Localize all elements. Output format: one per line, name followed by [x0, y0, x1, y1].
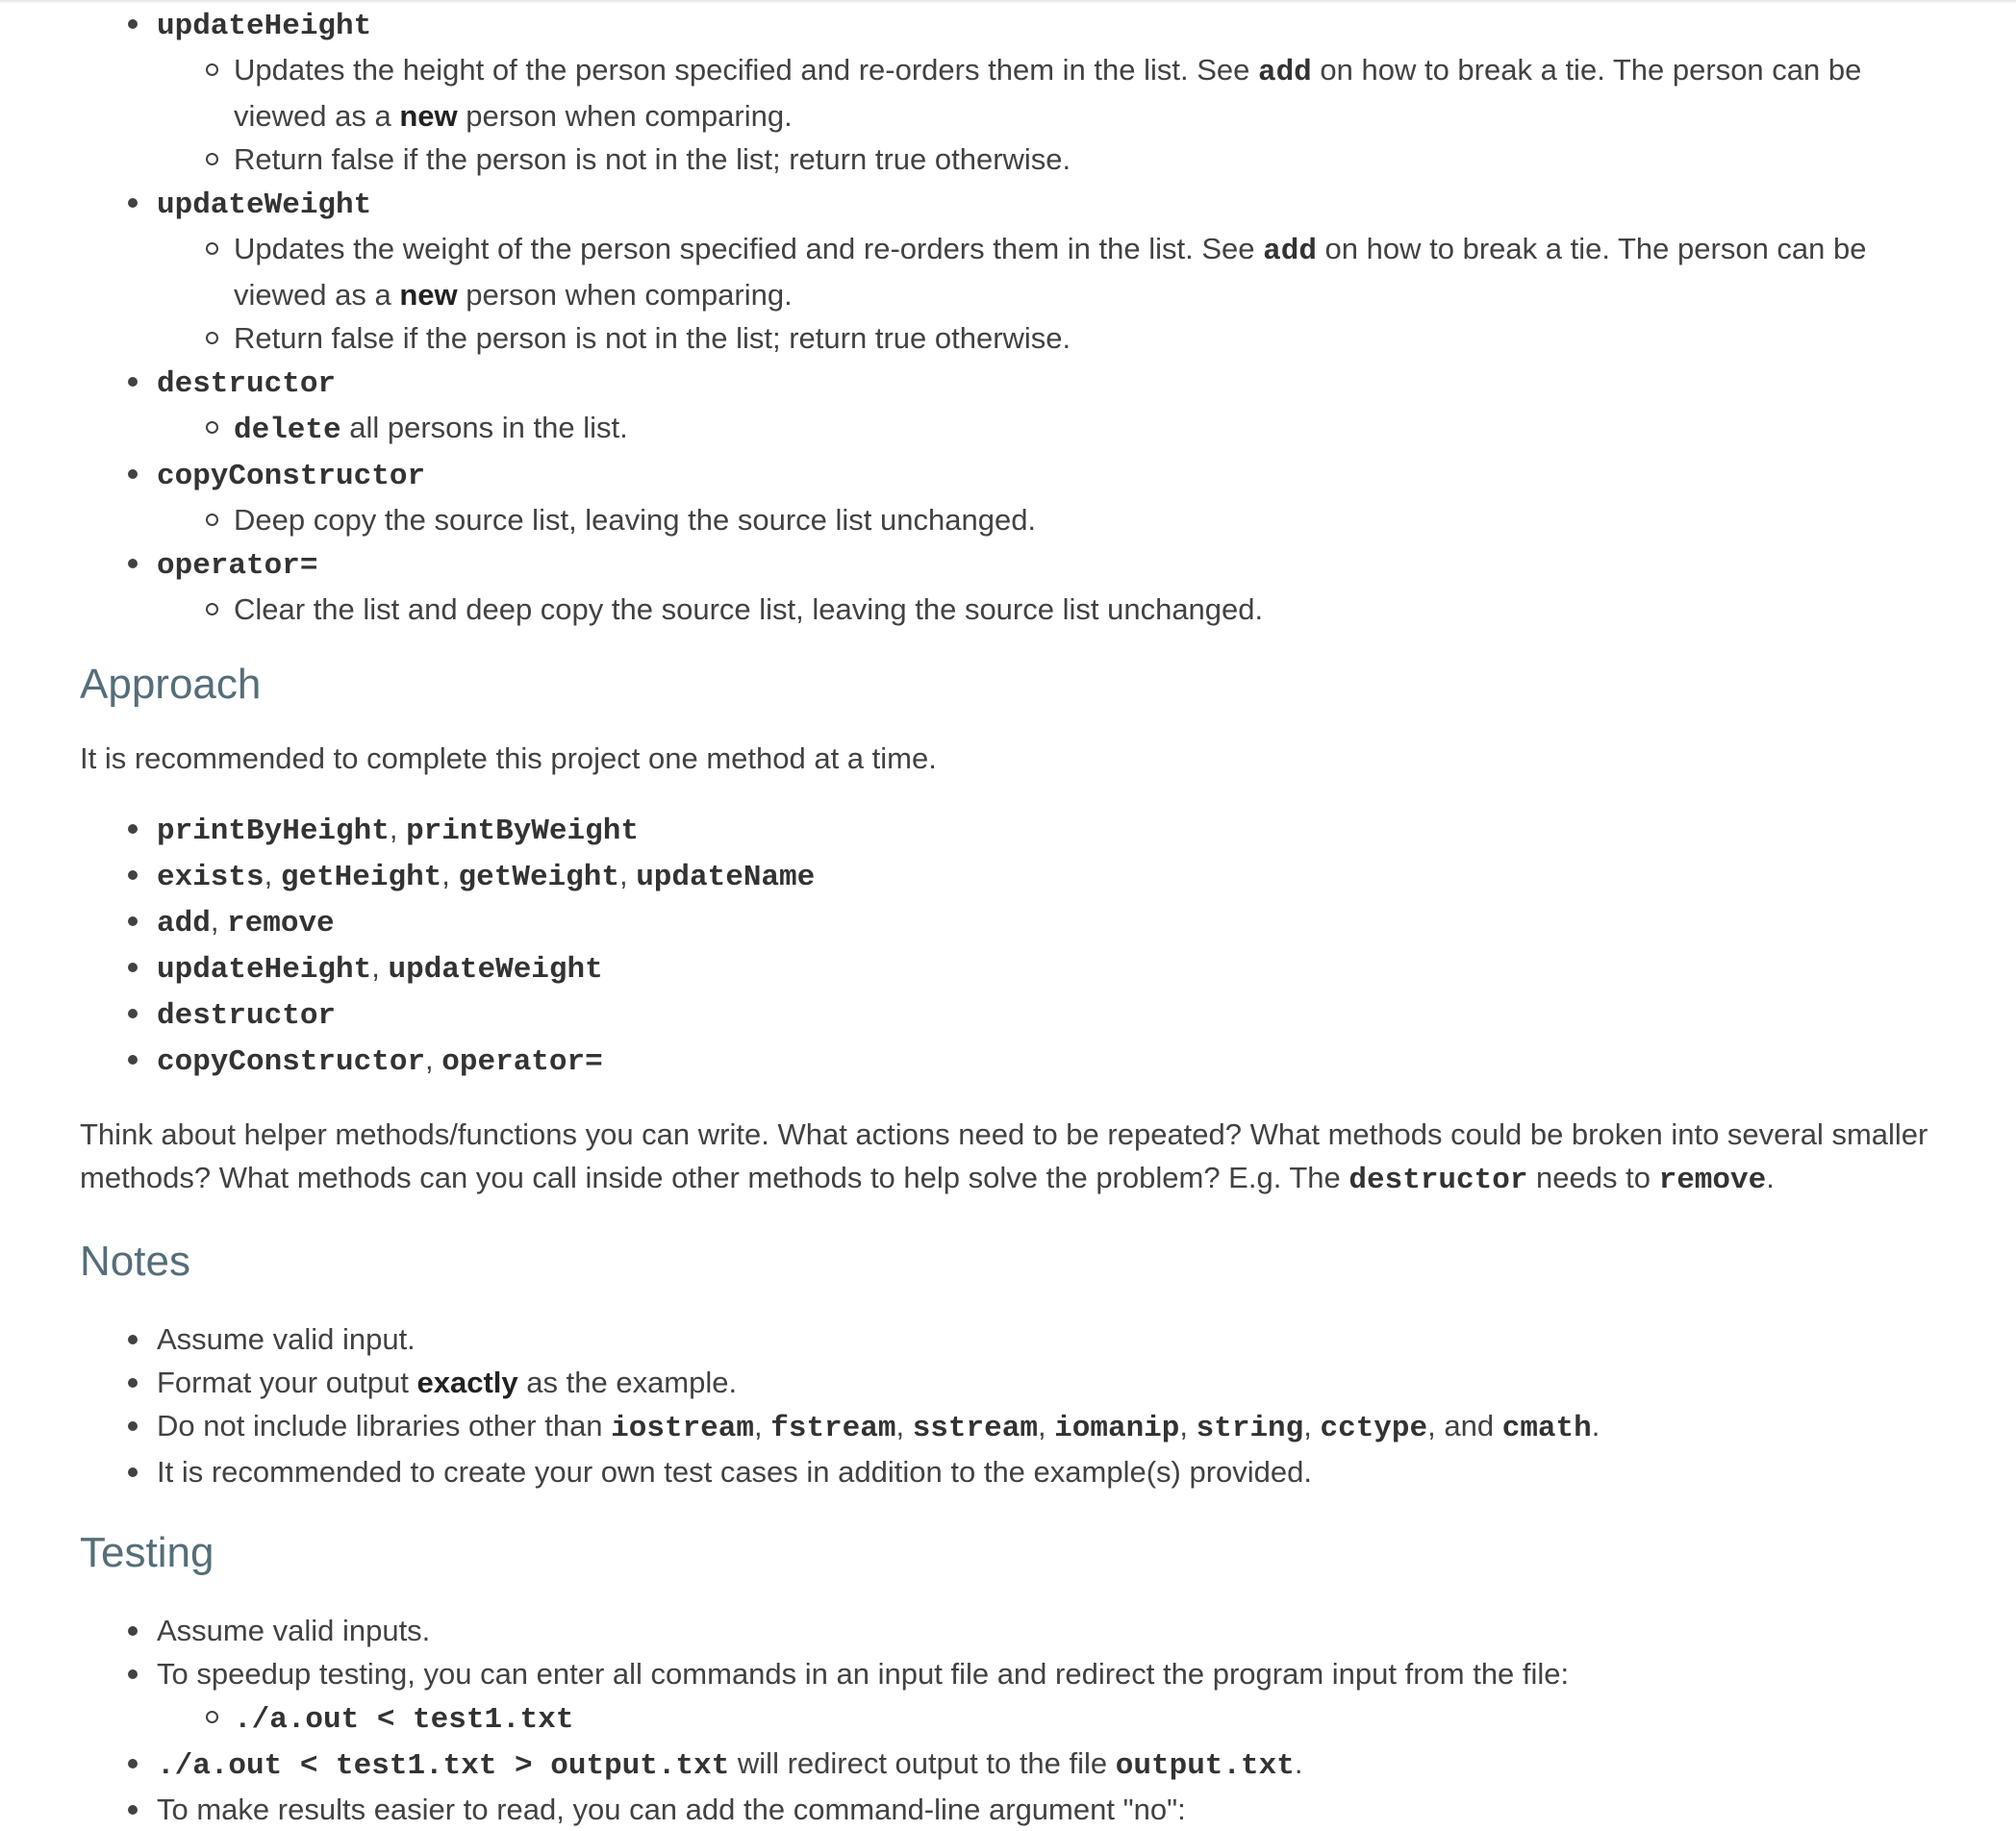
testing-item: [80, 1742, 1946, 1788]
method-item-destructor: [80, 360, 1946, 452]
bold-text: new: [399, 278, 458, 312]
bullet-disc: [128, 1759, 138, 1768]
note-text: Do not include libraries other than: [157, 1409, 612, 1442]
bullet-disc: [128, 469, 138, 479]
method-name: copyConstructor: [157, 460, 426, 493]
notes-list: [80, 1317, 1946, 1493]
method-detail: [157, 48, 1946, 138]
method-details: [157, 498, 1946, 541]
inline-code: ./a.out < test1.txt > output.txt: [157, 1749, 730, 1783]
inline-code: remove: [227, 907, 335, 941]
approach-intro: It is recommended to complete this project one method at a time.: [80, 741, 937, 775]
inline-code: output.txt: [1115, 1749, 1295, 1783]
method-list: [80, 2, 1946, 631]
bullet-disc: [128, 1669, 138, 1679]
note-item: [80, 1317, 1946, 1361]
note-item: Do not include libraries other than iostream, fstream, sstream, iomanip, string, cctype, and cmath.: [80, 1404, 1946, 1450]
inline-code: updateHeight: [157, 953, 372, 987]
bullet-disc: [128, 377, 138, 387]
method-detail: [157, 227, 1946, 316]
bullet-disc: [128, 198, 138, 208]
detail-text: Return false if the person is not in the list; return true otherwise.: [234, 321, 1071, 355]
inline-code: iostream: [611, 1412, 754, 1445]
testing-subitem: [157, 1695, 1946, 1742]
inline-code: updateWeight: [388, 953, 603, 987]
bullet-circle: [206, 153, 218, 165]
testing-item: [80, 1609, 1946, 1652]
paragraph-text: needs to: [1527, 1161, 1659, 1194]
bullet-disc: [128, 1335, 138, 1344]
approach-step: exists, getHeight, getWeight, updateName: [80, 853, 1946, 899]
approach-step: [80, 991, 1946, 1038]
inline-code: printByHeight: [157, 815, 390, 848]
method-details: [157, 588, 1946, 631]
inline-code: getWeight: [458, 861, 619, 894]
method-details: [157, 48, 1946, 181]
method-detail: [157, 406, 1946, 452]
inline-code: add: [1263, 235, 1317, 268]
bold-text: new: [399, 99, 458, 133]
inline-code: fstream: [770, 1412, 896, 1445]
approach-step: updateHeight, updateWeight: [80, 945, 1946, 991]
inline-code: cctype: [1320, 1412, 1428, 1445]
method-detail: [157, 138, 1946, 181]
inline-code: string: [1196, 1412, 1304, 1445]
bold-text: exactly: [416, 1366, 518, 1399]
testing-text: Assume valid inputs.: [157, 1614, 431, 1647]
inline-code: remove: [1658, 1164, 1767, 1197]
detail-text: Return false if the person is not in the list; return true otherwise.: [234, 142, 1071, 176]
bullet-circle: [206, 242, 218, 255]
testing-item: [80, 1652, 1946, 1742]
note-text: Assume valid input.: [157, 1322, 416, 1356]
testing-list: [80, 1609, 1946, 1831]
bullet-circle: [206, 332, 218, 344]
inline-code: iomanip: [1054, 1412, 1180, 1445]
testing-item: [80, 1788, 1946, 1831]
notes-heading: Notes: [80, 1238, 190, 1285]
inline-code: sstream: [912, 1412, 1038, 1445]
detail-text: on how to break a tie. The person can be viewed as a: [234, 232, 1867, 312]
paragraph-text: Think about helper methods/functions you can write. What actions need to be repeated? What methods could be broken into several smaller methods? What methods can you call inside other methods to help solve the problem? E.g. The: [80, 1117, 1928, 1194]
detail-text: Updates the weight of the person specified and re-orders them in the list. See: [234, 232, 1264, 265]
bullet-disc: [128, 1626, 138, 1636]
note-text: It is recommended to create your own test cases in addition to the example(s) provided.: [157, 1455, 1312, 1489]
inline-code: exists: [157, 861, 265, 894]
method-name: operator=: [157, 549, 318, 583]
method-item-updateweight: [80, 181, 1946, 360]
note-item: [80, 1450, 1946, 1493]
bullet-circle: [206, 1711, 218, 1723]
bullet-disc: [128, 559, 138, 568]
bullet-disc: [128, 1467, 138, 1477]
inline-code: updateName: [636, 861, 816, 894]
testing-text: .: [1294, 1746, 1303, 1780]
inline-code: cmath: [1501, 1412, 1592, 1445]
bullet-disc: [128, 824, 138, 834]
inline-code: printByWeight: [406, 815, 639, 848]
note-item: [80, 1361, 1946, 1404]
note-text: and: [1444, 1409, 1495, 1442]
method-item-updateheight: [80, 2, 1946, 181]
method-item-operator-assign: [80, 541, 1946, 631]
note-text: as the example.: [517, 1366, 738, 1399]
inline-code: delete: [234, 414, 341, 447]
bullet-circle: [206, 421, 218, 434]
approach-heading: Approach: [80, 661, 262, 708]
inline-code: copyConstructor: [157, 1045, 426, 1079]
method-name: updateWeight: [157, 188, 372, 222]
paragraph-text: .: [1766, 1161, 1775, 1194]
bullet-disc: [128, 1009, 138, 1018]
inline-code: add: [157, 907, 211, 941]
testing-text: To speedup testing, you can enter all commands in an input file and redirect the program input from the file:: [157, 1657, 1570, 1691]
inline-code: ./a.out < test1.txt: [234, 1703, 574, 1737]
document-content: [80, 0, 1946, 1831]
testing-sublist: [157, 1695, 1946, 1742]
testing-text: To make results easier to read, you can add the command-line argument "no":: [157, 1793, 1186, 1826]
method-name: destructor: [157, 367, 337, 401]
testing-heading: Testing: [80, 1529, 214, 1576]
note-text: Format your output: [157, 1366, 417, 1399]
approach-step: add, remove: [80, 899, 1946, 945]
method-detail: [157, 316, 1946, 360]
bullet-disc: [128, 19, 138, 29]
detail-text: person when comparing.: [457, 99, 793, 133]
bullet-circle: [206, 63, 218, 76]
testing-text: will redirect output to the file: [729, 1746, 1116, 1780]
bullet-disc: [128, 916, 138, 926]
bullet-disc: [128, 963, 138, 972]
bullet-disc: [128, 870, 138, 880]
bullet-disc: [128, 1055, 138, 1065]
method-name: updateHeight: [157, 10, 372, 43]
bullet-circle: [206, 514, 218, 526]
bullet-circle: [206, 603, 218, 615]
detail-text: person when comparing.: [457, 278, 793, 312]
approach-steps: [80, 807, 1946, 1084]
inline-code: getHeight: [280, 861, 442, 894]
method-detail: [157, 498, 1946, 541]
method-detail: [157, 588, 1946, 631]
approach-step: printByHeight, printByWeight: [80, 807, 1946, 853]
detail-text: on how to break a tie. The person can be viewed as a: [234, 53, 1862, 133]
inline-code: operator=: [441, 1045, 603, 1079]
detail-text: Clear the list and deep copy the source list, leaving the source list unchanged.: [234, 592, 1264, 626]
bullet-disc: [128, 1421, 138, 1431]
inline-code: destructor: [157, 999, 337, 1033]
approach-step: copyConstructor, operator=: [80, 1038, 1946, 1084]
method-details: [157, 406, 1946, 452]
helper-paragraph: [80, 1113, 1946, 1202]
detail-text: all persons in the list.: [340, 411, 628, 444]
inline-code: add: [1257, 56, 1312, 89]
method-details: [157, 227, 1946, 360]
inline-code: destructor: [1348, 1164, 1528, 1197]
detail-text: Deep copy the source list, leaving the source list unchanged.: [234, 503, 1037, 537]
detail-text: Updates the height of the person specified and re-orders them in the list. See: [234, 53, 1258, 87]
bullet-disc: [128, 1378, 138, 1388]
method-item-copyconstructor: [80, 452, 1946, 541]
